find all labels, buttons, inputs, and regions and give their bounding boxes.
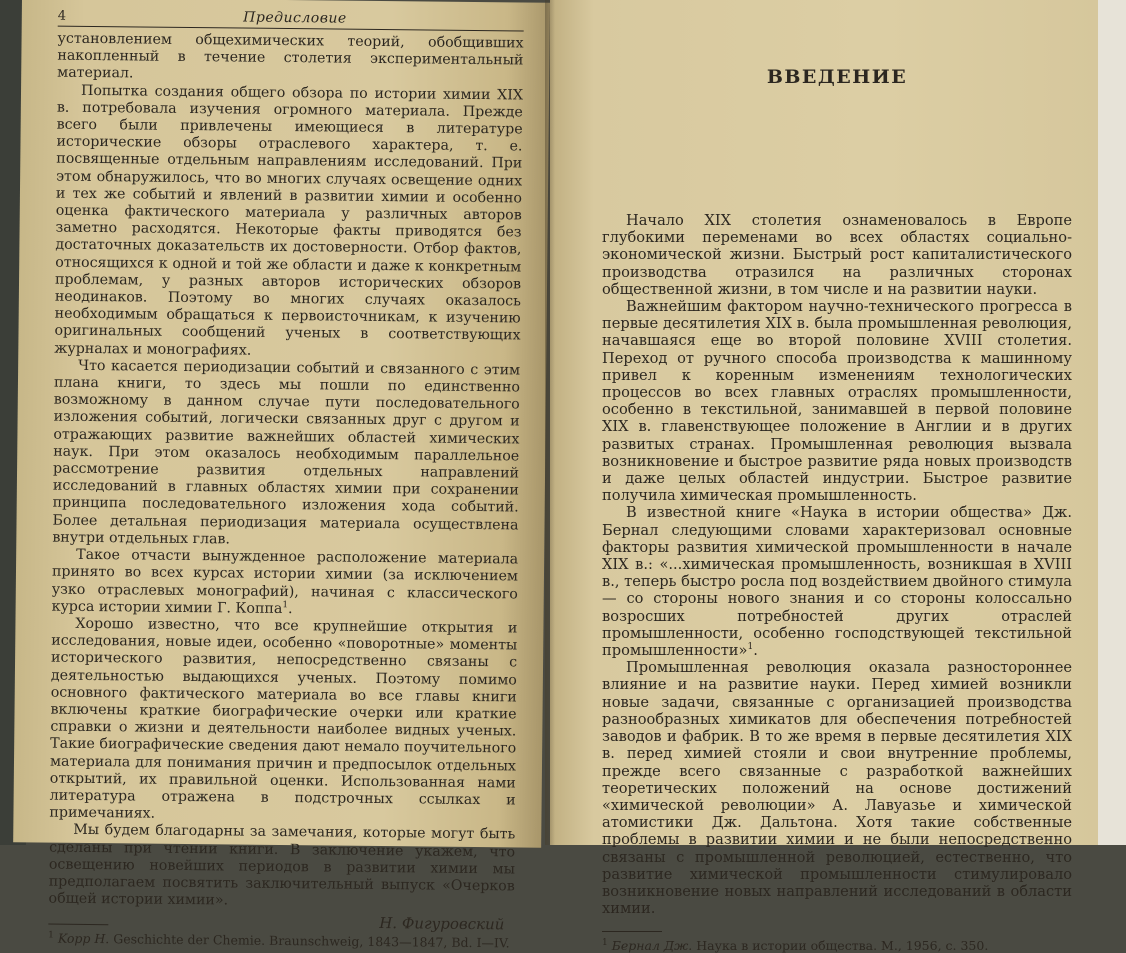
paragraph-with-footnote: Такое отчасти вынужденное расположение материала принято во всех курсах истории химии (за исключением узко отраслевых монографий), начиная с классического курса истории химии Г. Коппа$^1$. [51, 546, 519, 617]
page-number: 4 [57, 8, 67, 24]
running-title: Предисловие [243, 9, 347, 27]
footnote-rule [602, 931, 662, 932]
paragraph-with-footnote: В известной книге «Наука в истории общества» Дж. Бернал следующими словами характеризовал основные факторы развития химической промышленности в начале XIX в.: «...химическая промышленность, возникшая в XVIII в., теперь быстро росла под воздействием двойного стимула — со стороны нового знания и со стороны колоссально возросших потребностей других отраслей промышленности, особенно господствующей текстильной промышленности»$^1$. [602, 504, 1072, 660]
right-body-text [602, 212, 1072, 917]
footnote [48, 931, 514, 951]
signature: Н. Фигуровский [379, 914, 505, 934]
footnote-text: Geschichte der Chemie. Braunschweig, 1843—1847, Bd. I—IV. [113, 931, 510, 951]
chapter-title: ВВЕДЕНИЕ [766, 66, 908, 88]
footnote-text: Наука в истории общества. М., 1956, с. 350. [696, 938, 989, 953]
paragraph: Начало XIX столетия ознаменовалось в Европе глубокими переменами во всех областях социально-экономической жизни. Быстрый рост капиталистического производства отразился на различных сторонах общественной жизни, в том числе и на развитии науки. [602, 212, 1072, 298]
paragraph-text: В известной книге «Наука в истории общества» Дж. Бернал следующими словами характеризовал основные факторы развития химической промышленности в начале XIX в.: «...химическая промышленность, возникшая в XVIII в., теперь быстро росла под воздействием двойного стимула — со стороны нового знания и со стороны колоссально возросших потребностей других отраслей промышленности, особенно господствующей текстильной промышленности» [602, 504, 1072, 660]
left-body-text [48, 31, 523, 913]
paragraph: Что касается периодизации событий и связанного с этим плана книги, то здесь мы пошли по единственно возможному в данном случае пути последовательного изложения событий, логически связанных друг с другом и отражающих развитие важнейших областей химических наук. При этом оказалось необходимым параллельное рассмотрение развития отдельных направлений исследований в главных областях химии при сохранении принципа последовательного изложения хода событий. Более детальная периодизация материала осуществлена внутри отдельных глав. [52, 357, 521, 548]
left-page [13, 0, 550, 951]
footnote [602, 938, 1072, 953]
paragraph: Хорошо известно, что все крупнейшие открытия и исследования, новые идеи, особенно «поворотные» моменты исторического развития, непосредственно связаны с деятельностью выдающихся ученых. Поэтому помимо основного фактического материала во все главы книги включены краткие биографические очерки или краткие справки о жизни и деятельности наиболее видных ученых. Такие биографические сведения дают немало поучительного материала для понимания причин и предпосылок отдельных открытий, их правильной оценки. Использованная нами литература отражена в подстрочных ссылках и примечаниях. [49, 615, 518, 822]
footnote-author: Kopp H. [57, 931, 110, 947]
footnote-ref: 1 [747, 642, 754, 653]
paragraph: Попытка создания общего обзора по истории химии XIX в. потребовала изучения огромного материала. Прежде всего были привлечены имеющиеся в литературе исторические обзоры отраслевого характера, т. е. посвященные отдельным направлениям исследований. При этом обнаружилось, что во многих случаях освещение одних и тех же событий и явлений в развитии химии и особенно оценка фактического материала у различных авторов заметно расходятся. Некоторые факты приводятся без достаточных доказательств их достоверности. Отбор фактов, относящихся к одной и той же области и даже к конкретным проблемам, у разных авторов исторических обзоров неодинаков. Поэтому во многих случаях оказалось необходимым обращаться к первоисточникам, к изучению оригинальных сообщений ученых в соответствующих журналах и монографиях. [54, 82, 524, 359]
footnote-ref: 1 [282, 599, 289, 611]
paragraph: Промышленная революция оказала разностороннее влияние и на развитие науки. Перед химией возникли новые задачи, связанные с организацией производства разнообразных химикатов для обеспечения потребностей заводов и фабрик. В то же время в первые десятилетия XIX в. перед химией стояли и свои внутренние проблемы, прежде всего связанные с разработкой важнейших теоретических положений на основе достижений «химической революции» А. Лавуазье и химической атомистики Дж. Дальтона. Хотя такие собственные проблемы в развитии химии и не были непосредственно связаны с промышленной революцией, естественно, что развитие химической промышленности стимулировало возникновение новых направлений исследований в области химии. [602, 659, 1072, 918]
footnote-author: Бернал Дж. [611, 938, 693, 953]
background-surface [1098, 0, 1126, 845]
paragraph-text: Такое отчасти вынужденное расположение материала принято во всех курсах истории химии (за исключением узко отраслевых монографий), начиная с классического курса истории химии Г. Коппа [51, 546, 519, 617]
footnote-mark: 1 [48, 930, 54, 941]
footnote-mark: 1 [602, 938, 608, 949]
book-gutter-shadow [545, 0, 555, 845]
right-page [550, 0, 1098, 953]
paragraph: Мы будем благодарны за замечания, которые могут быть сделаны при чтении книги. В заключение укажем, что освещению новейших периодов в развитии химии мы предполагаем посвятить заключительный выпуск «Очерков общей истории химии». [48, 822, 516, 909]
paragraph: Важнейшим фактором научно-технического прогресса в первые десятилетия XIX в. была промышленная революция, начавшаяся еще во второй половине XVIII столетия. Переход от ручного способа производства к машинному привел к коренным изменениям технологических процессов во всех главных отраслях промышленности, особенно в текстильной, занимавшей в первой половине XIX в. главенствующее положение в Англии и в других развитых странах. Промышленная революция вызвала возникновение и быстрое развитие ряда новых производств и даже целых областей индустрии. Быстрое развитие получила химическая промышленность. [602, 298, 1072, 505]
paragraph: установлением общехимических теорий, обобщивших накопленный в течение столетия экспериментальный материал. [57, 30, 524, 82]
